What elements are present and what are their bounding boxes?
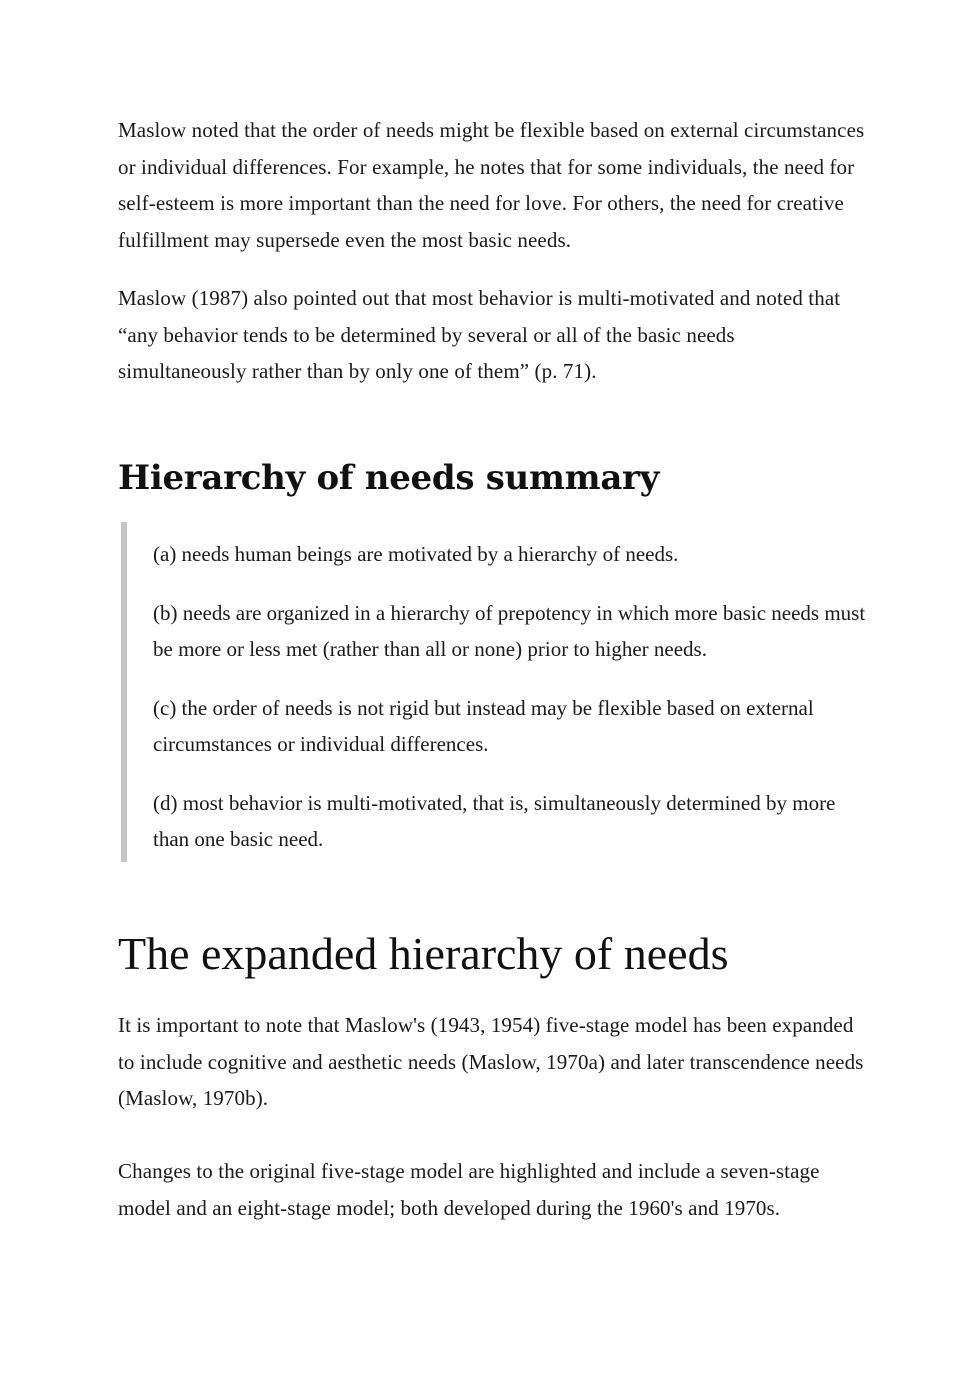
- summary-item-b: (b) needs are organized in a hierarchy of prepotency in which more basic needs must be more or less met (rather than all or none) prior to higher needs.: [153, 600, 866, 661]
- summary-blockquote: [121, 522, 873, 862]
- summary-item-c: (c) the order of needs is not rigid but instead may be flexible based on external circumstances or individual differences.: [153, 695, 814, 756]
- summary-item-a: (a) needs human beings are motivated by a hierarchy of needs.: [153, 542, 679, 566]
- expanded-hierarchy-heading: The expanded hierarchy of needs: [118, 928, 729, 979]
- paragraph-flexible-order: Maslow noted that the order of needs might be flexible based on external circumstances or individual differences. For example, he notes that for some individuals, the need for self-esteem is more important than the need for love. For others, the need for creative fulfillment may supersede even the most basic needs.: [118, 118, 865, 252]
- paragraph-expanded-model: It is important to note that Maslow's (1943, 1954) five-stage model has been expanded to include cognitive and aesthetic needs (Maslow, 1970a) and later transcendence needs (Maslow, 1970b).: [118, 1013, 864, 1110]
- paragraph-multi-motivated: Maslow (1987) also pointed out that most behavior is multi-motivated and noted that “any behavior tends to be determined by several or all of the basic needs simultaneously rather than by only one of them” (p. 71).: [118, 286, 841, 383]
- article-body: [118, 112, 868, 1220]
- summary-heading: Hierarchy of needs summary: [118, 458, 660, 498]
- paragraph-stage-changes: Changes to the original five-stage model are highlighted and include a seven-stage model and an eight-stage model; both developed during the 1960's and 1970s.: [118, 1159, 820, 1220]
- summary-item-d: (d) most behavior is multi-motivated, that is, simultaneously determined by more than one basic need.: [153, 790, 836, 851]
